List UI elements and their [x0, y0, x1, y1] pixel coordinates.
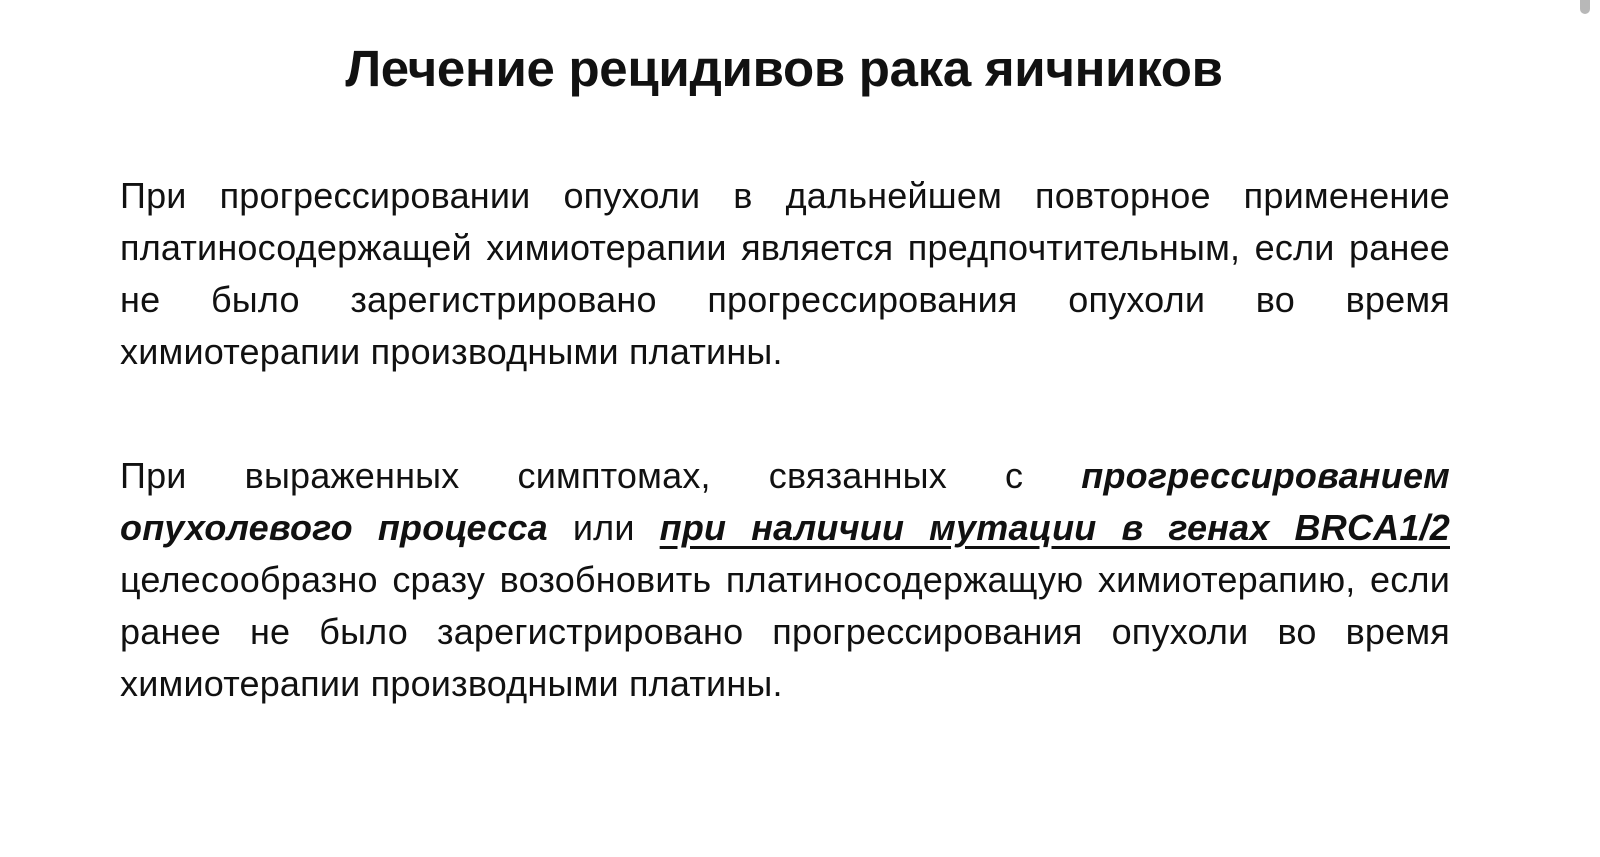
slide-title: Лечение рецидивов рака яичников	[345, 40, 1223, 97]
paragraph-platinum-retreatment: При прогрессировании опухоли в дальнейшем повторное применение платиносодержащей химиотерапии является предпочтительным, если ранее не было зарегистрировано прогрессирования опухоли во время химиотерапии производными платины.	[120, 175, 1450, 372]
paragraph-text: или	[547, 507, 660, 548]
paragraph-text: целесообразно сразу возобновить платиносодержащую химиотерапию, если ранее не было зарегистрировано прогрессирования опухоли во время химиотерапии производными платины.	[120, 559, 1450, 704]
paragraph-text: При выраженных симптомах, связанных с	[120, 455, 1082, 496]
emphasis-tumor-progression: прогрессированием опухолевого процесса	[120, 455, 1450, 548]
paragraph-symptomatic-relapse	[120, 450, 1450, 710]
scrollbar-thumb[interactable]	[1580, 0, 1590, 14]
vertical-scrollbar[interactable]	[1568, 0, 1600, 857]
emphasis-brca-mutation: при наличии мутации в генах BRCA1/2	[659, 507, 1450, 548]
